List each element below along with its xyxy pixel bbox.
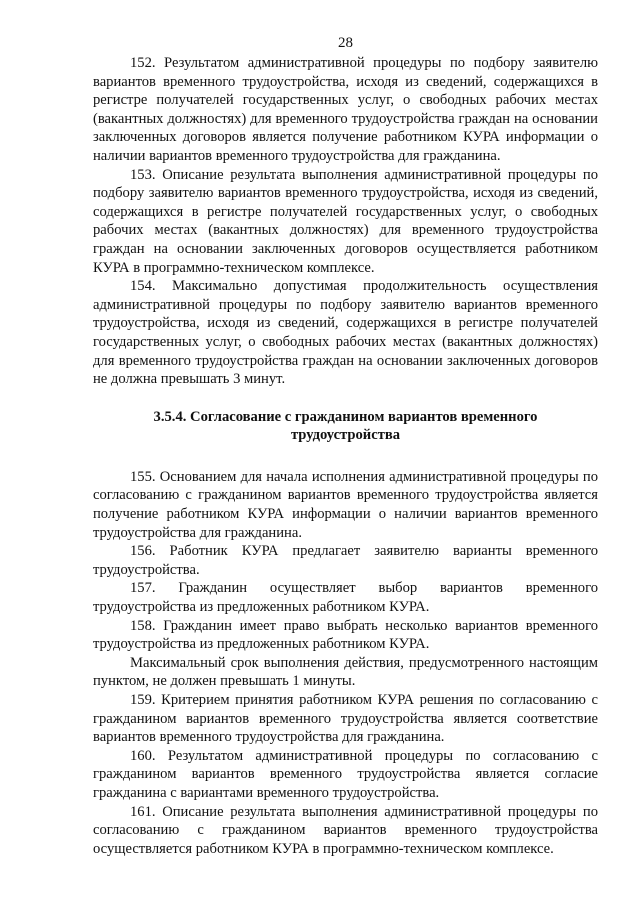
paragraph-158-time-limit: Максимальный срок выполнения действия, предусмотренного настоящим пунктом, не должен превышать 1 минуты. [93, 654, 598, 690]
paragraph-154: 154. Максимально допустимая продолжительность осуществления административной процедуры по подбору заявителю вариантов временного трудоустройства, исходя из сведений, содержащихся в регистре получателей государственных услуг, о свободных рабочих местах (вакантных должностях) для временного трудоустройства граждан на основании заключенных договоров не должна превышать 3 минут. [93, 278, 598, 388]
paragraph-153: 153. Описание результата выполнения административной процедуры по подбору заявителю вариантов временного трудоустройства, исходя из сведений, содержащихся в регистре получателей государственных услуг, о свободных рабочих местах (вакантных должностях) для временного трудоустройства граждан на основании заключенных договоров осуществляется работником КУРА в программно-техническом комплексе. [93, 166, 598, 276]
paragraph-159: 159. Критерием принятия работником КУРА решения по согласованию с гражданином вариантов временного трудоустройства является соответствие вариантов временного трудоустройства для гражданина. [93, 692, 598, 746]
paragraph-152: 152. Результатом административной процедуры по подбору заявителю вариантов временного трудоустройства, исходя из сведений, содержащихся в регистре получателей государственных услуг, о свободных рабочих местах (вакантных должностях) для временного трудоустройства граждан на основании заключенных договоров является получение работником КУРА информации о наличии вариантов временного трудоустройства для гражданина. [93, 55, 598, 164]
page-number: 28 [338, 35, 353, 51]
paragraph-156: 156. Работник КУРА предлагает заявителю варианты временного трудоустройства. [93, 543, 598, 578]
document-page [93, 34, 598, 858]
section-heading: 3.5.4. Согласование с гражданином вариантов временного трудоустройства [153, 408, 538, 444]
paragraph-157: 157. Гражданин осуществляет выбор вариантов временного трудоустройства из предложенных работником КУРА. [93, 580, 598, 616]
paragraph-158: 158. Гражданин имеет право выбрать несколько вариантов временного трудоустройства из предложенных работником КУРА. [93, 617, 598, 653]
paragraph-161: 161. Описание результата выполнения административной процедуры по согласованию с гражданином вариантов временного трудоустройства осуществляется работником КУРА в программно-техническом комплексе. [93, 803, 598, 857]
paragraph-155: 155. Основанием для начала исполнения административной процедуры по согласованию с гражданином вариантов временного трудоустройства является получение работником КУРА информации о наличии вариантов временного трудоустройства для гражданина. [93, 468, 598, 541]
paragraph-160: 160. Результатом административной процедуры по согласованию с гражданином вариантов временного трудоустройства является согласие гражданина с вариантами временного трудоустройства. [93, 747, 598, 801]
